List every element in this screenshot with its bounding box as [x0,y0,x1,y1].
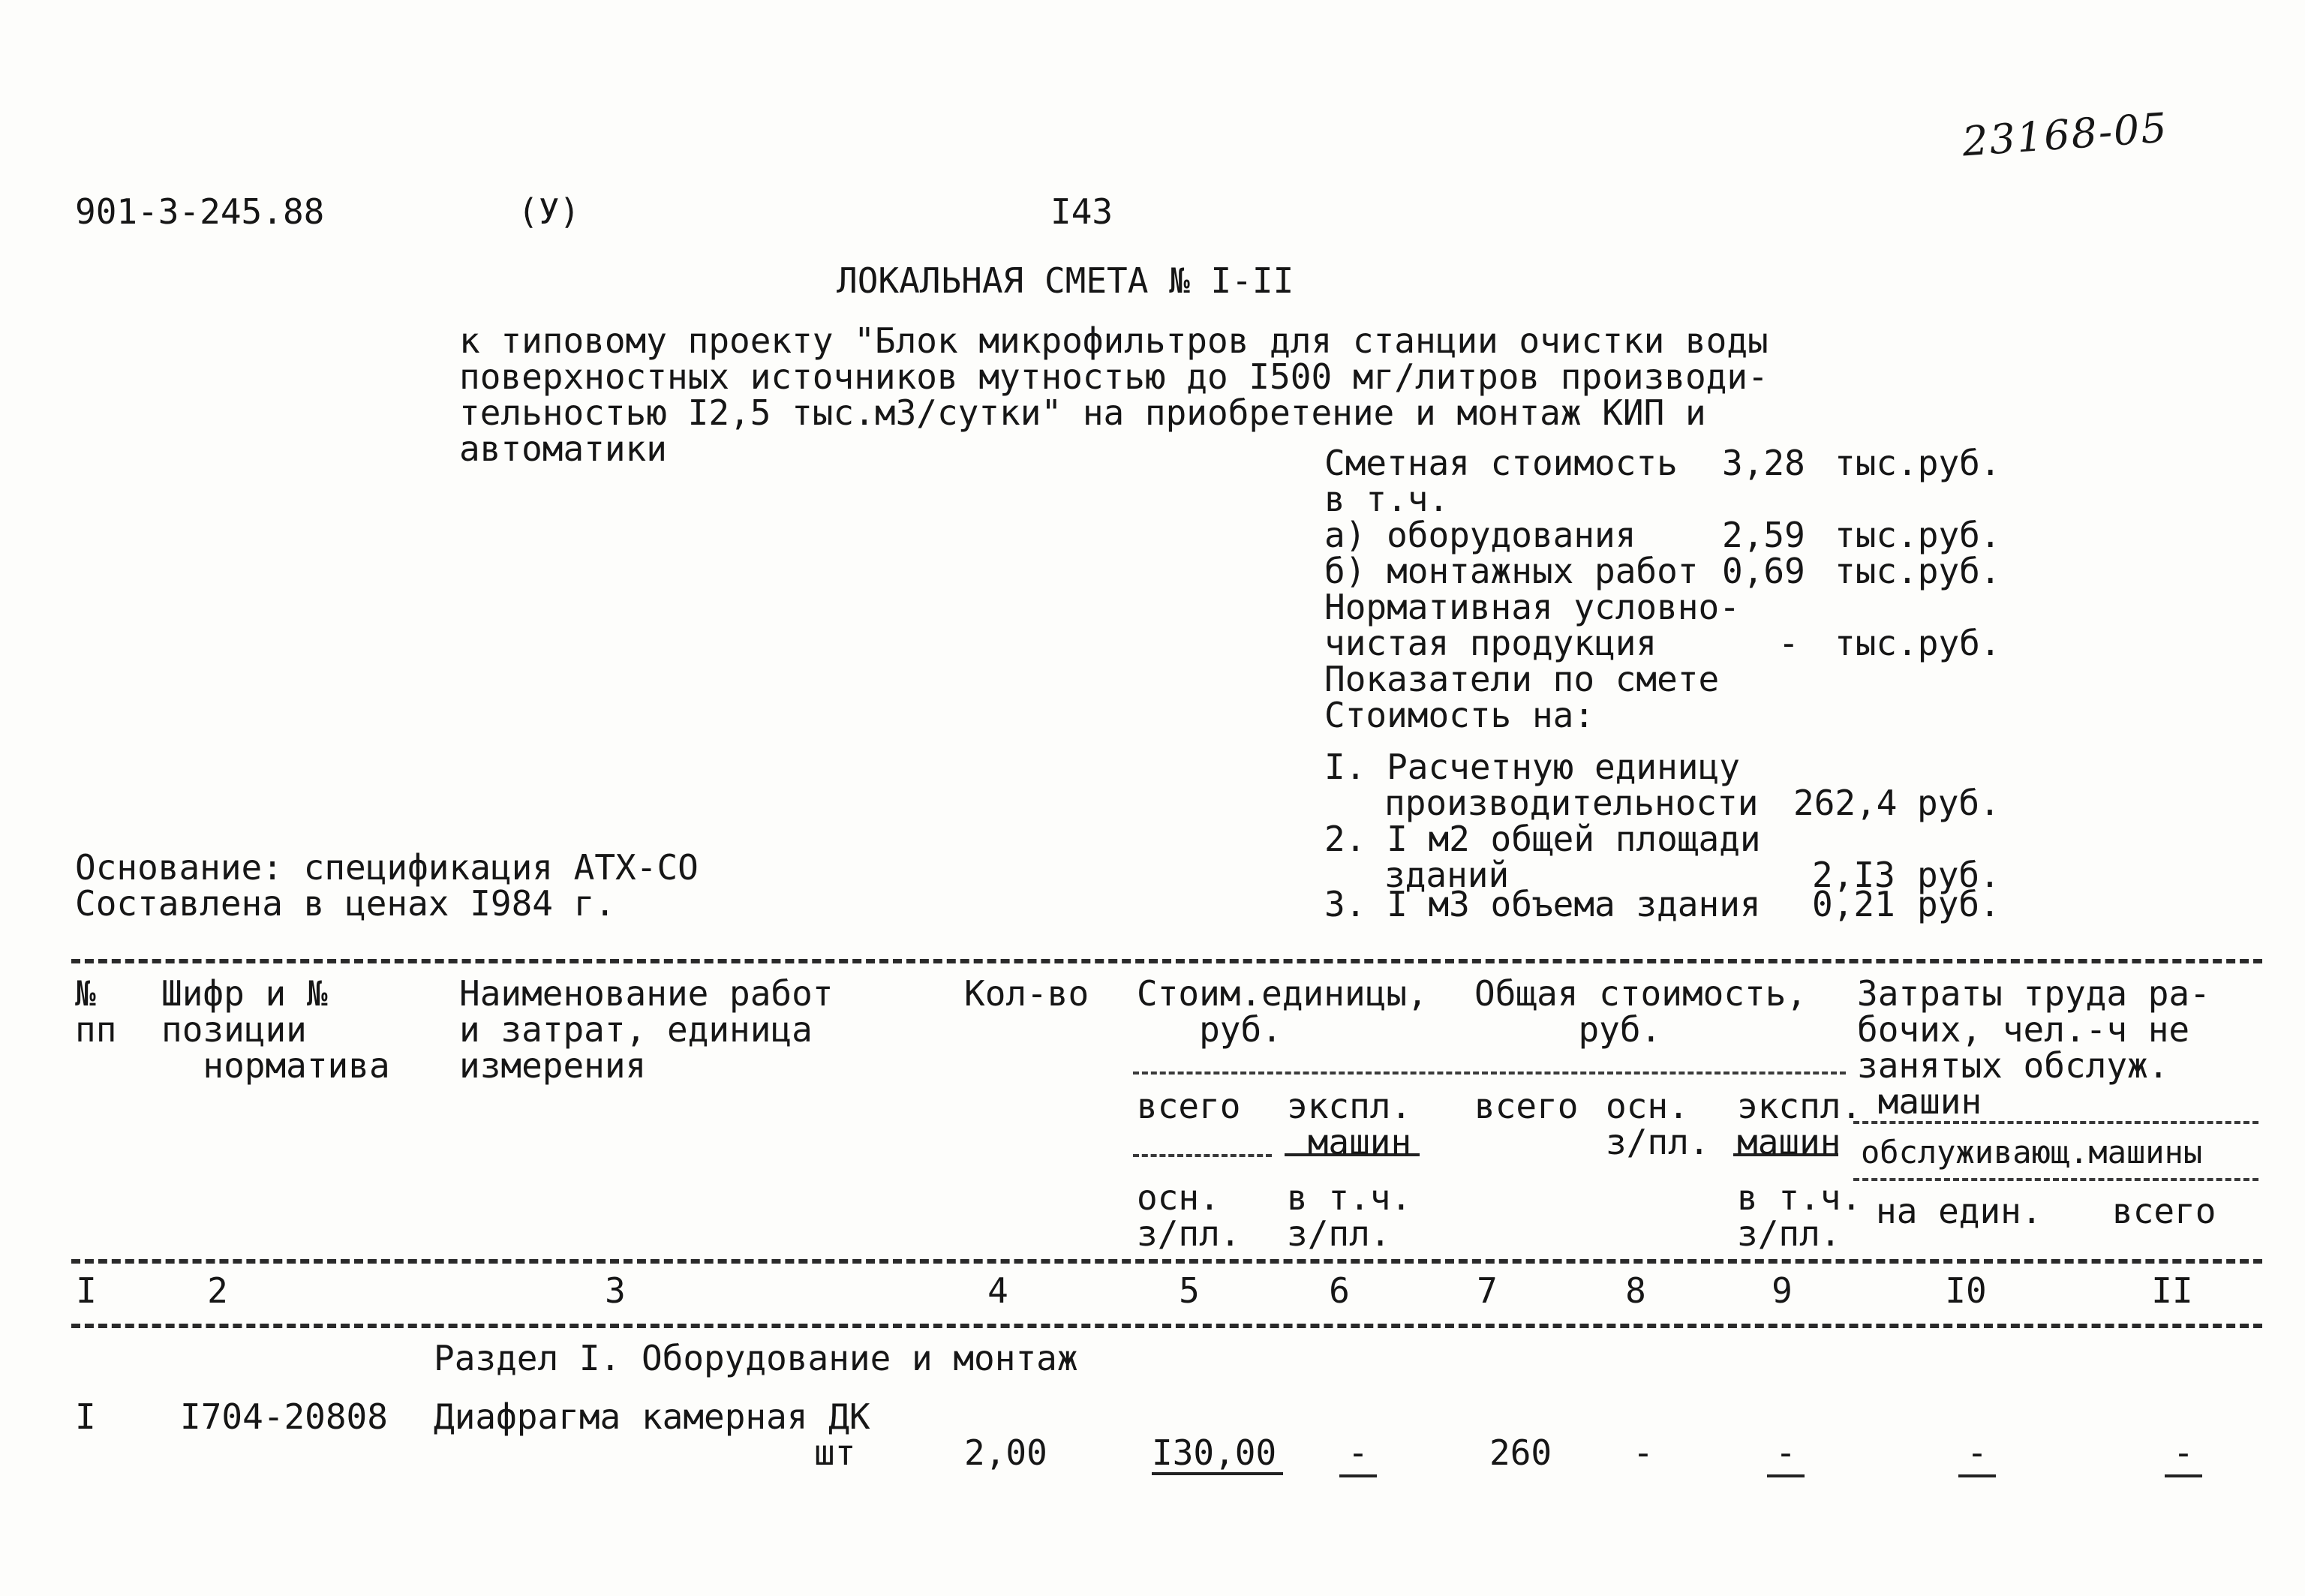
subheader-total-1: всего [1137,1086,1241,1126]
including-label: в т.ч. [1324,479,1450,519]
indicator-2-line-2: зданий [1384,855,1510,895]
subheader-wage-1: осн. з/пл. [1137,1177,1241,1254]
unit-machines-underline [1339,1474,1377,1477]
estimated-cost-value: 3,28 [1722,443,1805,483]
row-labor-per-unit: - [1967,1432,1988,1473]
subject-line-4: автоматики [459,428,667,469]
section-title: Раздел I. Оборудование и монтаж [434,1338,1078,1378]
subheader-wage: осн. з/пл. [1606,1086,1710,1162]
equipment-value: 2,59 [1722,515,1805,555]
column-number: 7 [1477,1270,1498,1311]
unit-total-underline [1152,1472,1283,1475]
subheader-servicing: обслуживающ.машины [1861,1134,2203,1171]
indicator-1-unit: руб. [1917,783,2000,823]
document-title: ЛОКАЛЬНАЯ СМЕТА № I-II [837,260,1294,301]
subheader-incl-1: в т.ч. з/пл. [1287,1177,1412,1254]
row-unit-total: I30,00 [1152,1432,1277,1473]
header-bottom-rule [71,1259,2262,1264]
row-number: I [75,1396,96,1437]
column-number: 9 [1772,1270,1793,1311]
header-col-code: Шифр и № позиции норматива [161,973,390,1086]
indicator-2-unit: руб. [1917,855,2000,895]
normative-label-2: чистая продукция [1324,623,1657,663]
subheader-per-unit: на един. [1876,1191,2042,1231]
row-unit: шт [814,1432,856,1473]
installation-unit: тыс.руб. [1835,551,2001,591]
indicators-label: Показатели по смете [1324,659,1720,699]
subheader-all: всего [2112,1191,2216,1231]
column-number: 2 [207,1270,228,1311]
installation-label: б) монтажных работ [1324,551,1699,591]
normative-unit: тыс.руб. [1835,623,2001,663]
row-name: Диафрагма камерная ДК [434,1396,870,1437]
column-number: 5 [1179,1270,1200,1311]
indicator-2-line-1: 2. I м2 общей площади [1324,819,1761,859]
row-machines: - [1775,1432,1796,1473]
indicator-1-value: 262,4 [1793,783,1898,823]
column-number: 3 [605,1270,626,1311]
row-quantity: 2,00 [964,1432,1047,1473]
header-unit-cost: Стоим.единицы, руб. [1137,973,1428,1050]
subject-line-2: поверхностных источников мутностью до I500 мг/литров производи- [459,356,1769,397]
doc-code: 901-3-245.88 [75,191,325,232]
table-top-rule [71,959,2262,963]
column-number: II [2151,1270,2193,1311]
subject-line-3: тельностью I2,5 тыс.м3/сутки" на приобретение и монтаж КИП и [459,392,1706,433]
estimated-cost-unit: тыс.руб. [1835,443,2001,483]
labor-per-unit-underline [1958,1474,1996,1477]
subheader-machines-1: экспл. машин [1287,1086,1412,1162]
column-number: 4 [987,1270,1008,1311]
subheader-rule-4 [1853,1178,2258,1181]
machines-underline [1767,1474,1805,1477]
header-col-num: № пп [75,973,117,1050]
equipment-label: а) оборудования [1324,515,1636,555]
page-number: I43 [1050,191,1113,232]
header-col-name: Наименование работ и затрат, единица измерения [459,973,834,1086]
installation-value: 0,69 [1722,551,1805,591]
normative-label-1: Нормативная условно- [1324,587,1740,627]
subheader-rule-1 [1133,1072,1846,1075]
equipment-unit: тыс.руб. [1835,515,2001,555]
indicator-3-value: 0,21 [1812,884,1895,924]
labor-total-underline [2165,1474,2202,1477]
estimated-cost-label: Сметная стоимость [1324,443,1678,483]
indicator-1-line-2: производительности [1384,783,1759,823]
row-code: I704-20808 [180,1396,388,1437]
row-labor-total: - [2173,1432,2194,1473]
subject-line-1: к типовому проекту "Блок микрофильтров для станции очистки воды [459,320,1769,361]
subheader-machines-2: экспл. машин [1737,1086,1862,1162]
column-number: 8 [1625,1270,1646,1311]
header-labor: Затраты труда ра- бочих, чел.-ч не занятых обслуж. машин [1857,973,2210,1122]
indicator-2-value: 2,I3 [1812,855,1895,895]
basis-line-1: Основание: спецификация АТХ-СО [75,847,699,888]
row-wage: - [1633,1432,1654,1473]
header-total-cost: Общая стоимость, руб. [1474,973,1808,1050]
indicator-3-unit: руб. [1917,884,2000,924]
indicator-3-line-1: 3. I м3 объема здания [1324,884,1761,924]
column-number: I [76,1270,97,1311]
column-number: I0 [1945,1270,1987,1311]
column-number: 6 [1329,1270,1350,1311]
column-numbers-bottom-rule [71,1324,2262,1328]
handwritten-reference: 23168-05 [1961,104,2170,166]
row-total: 260 [1489,1432,1552,1473]
indicator-1-line-1: I. Расчетную единицу [1324,747,1740,787]
cost-for-label: Стоимость на: [1324,695,1595,735]
basis-line-2: Составлена в ценах I984 г. [75,883,616,924]
subheader-incl-2: в т.ч. з/пл. [1737,1177,1862,1254]
subheader-rule-3 [1853,1121,2258,1124]
subheader-total-2: всего [1474,1086,1579,1126]
row-unit-machines: - [1348,1432,1369,1473]
header-col-qty: Кол-во [964,973,1089,1014]
normative-value: - [1778,623,1799,663]
doc-variant: (У) [518,191,581,232]
subheader-rule-2 [1133,1154,1272,1157]
